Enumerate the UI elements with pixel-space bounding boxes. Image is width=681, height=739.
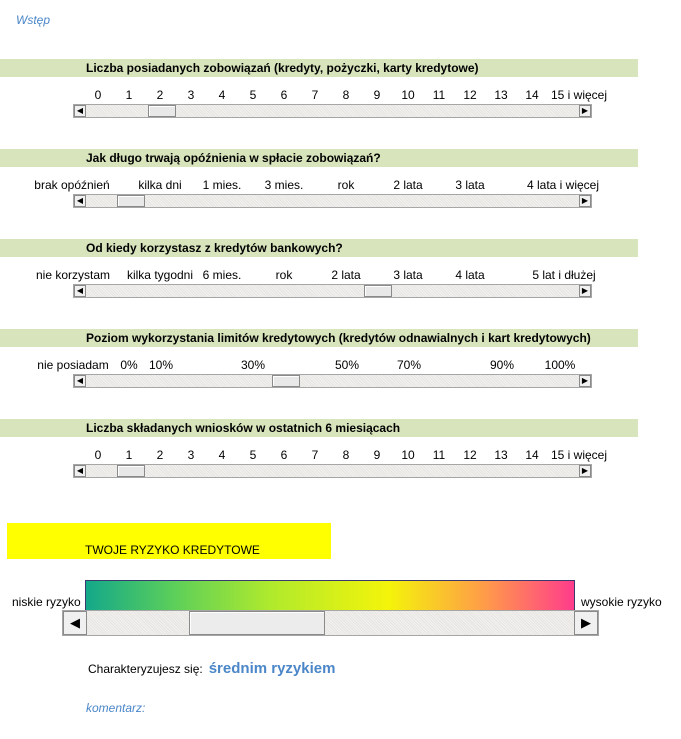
tick-label: 8 <box>342 88 350 102</box>
tick-label: nie korzystam <box>35 268 111 282</box>
comment-link[interactable]: komentarz: <box>86 701 146 715</box>
arrow-right-icon[interactable]: ▶ <box>579 375 591 387</box>
tick-label: 14 <box>525 448 539 462</box>
risk-heading: TWOJE RYZYKO KREDYTOWE <box>85 543 260 557</box>
section-4-header <box>0 329 638 347</box>
arrow-left-icon[interactable]: ◀ <box>74 375 86 387</box>
scrollbar-thumb[interactable] <box>272 375 300 387</box>
tick-label: 11 <box>432 88 446 102</box>
tick-label: 3 <box>187 448 195 462</box>
tick-label: 6 mies. <box>202 268 242 282</box>
tick-label: 6 <box>280 448 288 462</box>
tick-label: brak opóźnień <box>34 178 110 192</box>
tick-label: 5 lat i dłużej <box>532 268 596 282</box>
arrow-left-icon[interactable]: ◀ <box>63 611 87 635</box>
section-2-scrollbar[interactable] <box>73 194 592 208</box>
risk-heading-box <box>7 523 331 559</box>
tick-label: 13 <box>494 448 508 462</box>
tick-label: 10% <box>148 358 174 372</box>
tick-label: 4 <box>218 448 226 462</box>
section-4-title: Poziom wykorzystania limitów kredytowych (kredytów odnawialnych i kart kredytowych) <box>86 331 591 345</box>
tick-label: 30% <box>240 358 266 372</box>
arrow-right-icon[interactable]: ▶ <box>579 285 591 297</box>
tick-label: 12 <box>463 88 477 102</box>
arrow-right-icon[interactable]: ▶ <box>579 105 591 117</box>
high-risk-label: wysokie ryzyko <box>581 595 662 609</box>
risk-result: średnim ryzykiem <box>208 660 336 677</box>
tick-label: 4 <box>218 88 226 102</box>
section-3-scrollbar[interactable] <box>73 284 592 298</box>
tick-label: 15 i więcej <box>550 448 608 462</box>
tick-label: 4 lata i więcej <box>526 178 600 192</box>
tick-label: 15 i więcej <box>550 88 608 102</box>
tick-label: 0 <box>94 448 102 462</box>
tick-label: 1 <box>125 88 133 102</box>
section-5-title: Liczba składanych wniosków w ostatnich 6 miesiącach <box>86 421 401 435</box>
tick-label: 10 <box>401 448 415 462</box>
low-risk-label: niskie ryzyko <box>12 595 81 609</box>
scrollbar-thumb[interactable] <box>148 105 176 117</box>
tick-label: 0% <box>120 358 138 372</box>
tick-label: 8 <box>342 448 350 462</box>
tick-label: 3 mies. <box>264 178 304 192</box>
section-1-scrollbar[interactable] <box>73 104 592 118</box>
arrow-left-icon[interactable]: ◀ <box>74 105 86 117</box>
intro-link[interactable]: Wstęp <box>16 13 51 27</box>
section-1-title: Liczba posiadanych zobowiązań (kredyty, pożyczki, karty kredytowe) <box>86 61 479 75</box>
tick-label: 14 <box>525 88 539 102</box>
tick-label: 70% <box>396 358 422 372</box>
scrollbar-thumb[interactable] <box>117 465 145 477</box>
tick-label: 1 mies. <box>202 178 242 192</box>
tick-label: 5 <box>249 88 257 102</box>
scrollbar-thumb[interactable] <box>364 285 392 297</box>
risk-scrollbar[interactable] <box>62 610 599 636</box>
tick-label: 7 <box>311 448 319 462</box>
arrow-right-icon[interactable]: ▶ <box>579 195 591 207</box>
tick-label: 2 <box>156 88 164 102</box>
tick-label: 3 <box>187 88 195 102</box>
tick-label: 2 <box>156 448 164 462</box>
section-4-scrollbar[interactable] <box>73 374 592 388</box>
tick-label: 3 lata <box>393 268 423 282</box>
tick-label: 0 <box>94 88 102 102</box>
tick-label: 5 <box>249 448 257 462</box>
tick-label: 90% <box>489 358 515 372</box>
risk-scrollbar-thumb[interactable] <box>189 611 325 635</box>
tick-label: rok <box>275 268 293 282</box>
tick-label: 12 <box>463 448 477 462</box>
tick-label: rok <box>337 178 355 192</box>
section-3-header <box>0 239 638 257</box>
tick-label: 7 <box>311 88 319 102</box>
tick-label: kilka dni <box>138 178 182 192</box>
risk-gradient-bar <box>85 580 575 611</box>
tick-label: 4 lata <box>455 268 485 282</box>
tick-label: 11 <box>432 448 446 462</box>
tick-label: 9 <box>373 448 381 462</box>
section-2-title: Jak długo trwają opóźnienia w spłacie zobowiązań? <box>86 151 381 165</box>
section-5-scrollbar[interactable] <box>73 464 592 478</box>
tick-label: 50% <box>334 358 360 372</box>
tick-label: kilka tygodni <box>126 268 194 282</box>
tick-label: 2 lata <box>393 178 423 192</box>
section-3-title: Od kiedy korzystasz z kredytów bankowych? <box>86 241 343 255</box>
scrollbar-thumb[interactable] <box>117 195 145 207</box>
tick-label: 100% <box>544 358 576 372</box>
section-5-header <box>0 419 638 437</box>
tick-label: 13 <box>494 88 508 102</box>
risk-summary <box>88 660 335 677</box>
tick-label: 9 <box>373 88 381 102</box>
tick-label: nie posiadam <box>37 358 109 372</box>
tick-label: 3 lata <box>455 178 485 192</box>
tick-label: 6 <box>280 88 288 102</box>
arrow-left-icon[interactable]: ◀ <box>74 285 86 297</box>
tick-label: 2 lata <box>331 268 361 282</box>
tick-label: 10 <box>401 88 415 102</box>
risk-summary-label: Charakteryzujesz się: <box>88 662 203 676</box>
section-1-header <box>0 59 638 77</box>
arrow-left-icon[interactable]: ◀ <box>74 465 86 477</box>
arrow-left-icon[interactable]: ◀ <box>74 195 86 207</box>
arrow-right-icon[interactable]: ▶ <box>574 611 598 635</box>
arrow-right-icon[interactable]: ▶ <box>579 465 591 477</box>
tick-label: 1 <box>125 448 133 462</box>
section-2-header <box>0 149 638 167</box>
